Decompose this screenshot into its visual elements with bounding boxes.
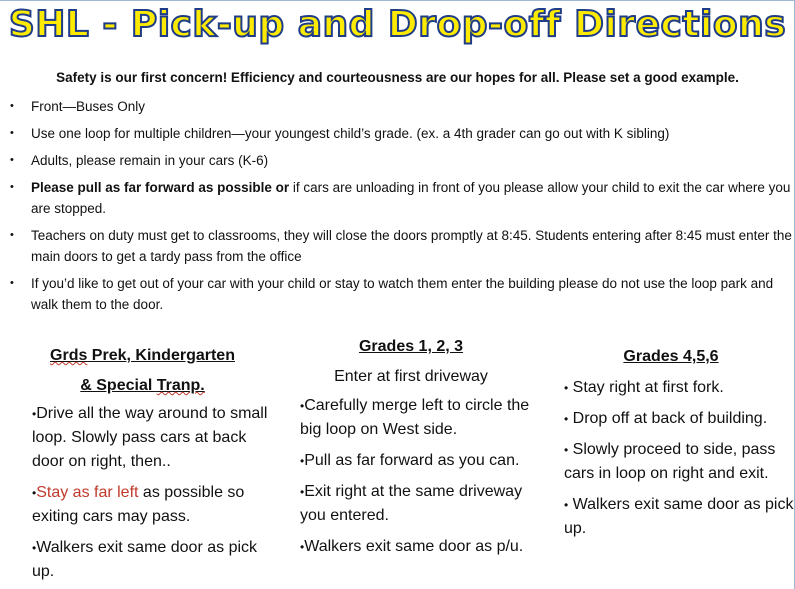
column-heading: Grds Prek, Kindergarten xyxy=(50,347,235,364)
column-heading-line2: & Special Tranp. xyxy=(80,377,205,394)
page-title: SHL - Pick-up and Drop-off Directions xyxy=(8,4,787,45)
column-list xyxy=(10,402,275,584)
bullet-icon: • xyxy=(300,485,305,499)
list-item: •Drive all the way around to small loop. Slowly pass cars at back door on right, then.. xyxy=(32,405,268,470)
list-item: •Walkers exit same door as pick up. xyxy=(32,539,258,580)
column-grades-1-3 xyxy=(280,336,542,559)
column-subheading: Enter at first driveway xyxy=(334,368,488,385)
list-item: •Exit right at the same driveway you entered. xyxy=(300,483,523,524)
bullet-icon: • xyxy=(10,229,14,241)
column-grades-4-6 xyxy=(547,346,795,541)
column-list xyxy=(547,376,795,541)
bullet-icon: • xyxy=(564,381,569,395)
bullet-icon: • xyxy=(564,412,569,426)
bullet-icon: • xyxy=(10,154,14,166)
list-item: • Walkers exit same door as pick up. xyxy=(564,496,794,537)
bullet-icon: • xyxy=(32,407,37,421)
bullet-icon: • xyxy=(10,181,14,193)
list-item: •Pull as far forward as you can. xyxy=(300,452,520,469)
bullet-icon: • xyxy=(32,541,37,555)
bullet-icon: • xyxy=(10,127,14,139)
rule-item: • Teachers on duty must get to classrooms, they will close the doors promptly at 8:45. Students entering after 8:45 must enter the main doors to get a tardy pass from the office xyxy=(10,225,795,267)
bullet-icon: • xyxy=(300,540,305,554)
bullet-icon: • xyxy=(564,498,569,512)
rule-item: • Use one loop for multiple children—your youngest child’s grade. (ex. a 4th grader can go out with K sibling) xyxy=(10,123,795,144)
bullet-icon: • xyxy=(10,100,14,112)
bullet-icon: • xyxy=(32,486,37,500)
column-heading: Grades 4,5,6 xyxy=(623,348,719,365)
bullet-icon: • xyxy=(10,277,14,289)
general-rules-list xyxy=(10,96,795,321)
list-item: • Stay right at first fork. xyxy=(564,379,724,396)
rule-item: • Please pull as far forward as possible or if cars are unloading in front of you please allow your child to exit the car where you are stopped. xyxy=(10,177,795,219)
column-prek-kindergarten xyxy=(10,344,275,584)
rule-item: • Adults, please remain in your cars (K-6) xyxy=(10,150,795,171)
bullet-icon: • xyxy=(300,399,305,413)
list-item: • Drop off at back of building. xyxy=(564,410,768,427)
bullet-icon: • xyxy=(564,443,569,457)
list-item: •Walkers exit same door as p/u. xyxy=(300,538,524,555)
list-item: • Slowly proceed to side, pass cars in loop on right and exit. xyxy=(564,441,776,482)
list-item: •Stay as far left as possible so exiting cars may pass. xyxy=(32,484,245,525)
list-item: •Carefully merge left to circle the big loop on West side. xyxy=(300,397,530,438)
page-border-top xyxy=(0,0,795,1)
rule-item: • Front—Buses Only xyxy=(10,96,795,117)
bullet-icon: • xyxy=(300,454,305,468)
column-heading: Grades 1, 2, 3 xyxy=(358,338,464,355)
rule-item: • If you’d like to get out of your car with your child or stay to watch them enter the building please do not use the loop park and walk them to the door. xyxy=(10,273,795,315)
intro-statement: Safety is our first concern! Efficiency and courteousness are our hopes for all. Please set a good example. xyxy=(56,70,739,85)
column-list xyxy=(280,394,542,559)
